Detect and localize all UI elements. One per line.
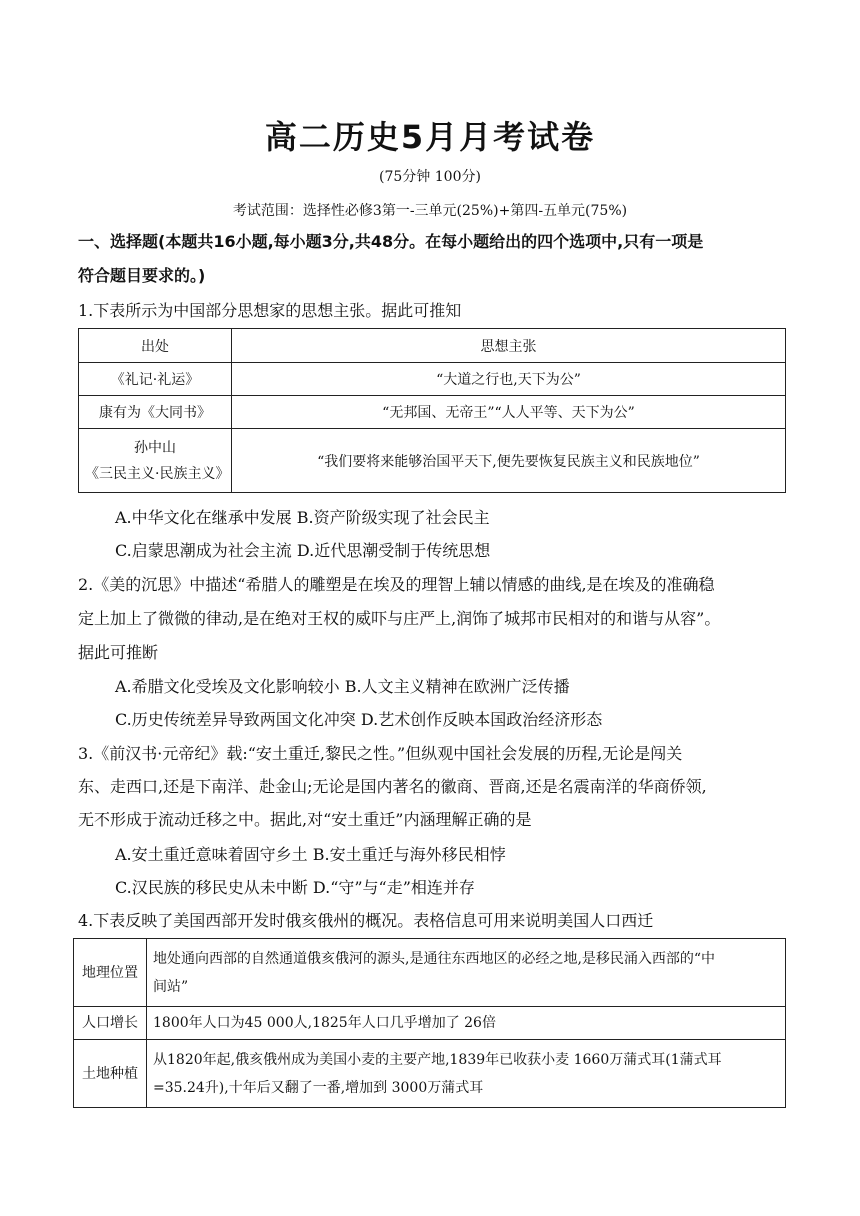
source-cell: 康有为《大同书》 <box>79 396 232 429</box>
source-line: 《三民主义·民族主义》 <box>85 465 230 482</box>
idea-cell: “无邦国、无帝王”“人人平等、天下为公” <box>232 396 786 429</box>
idea-cell: “大道之行也,天下为公” <box>232 363 786 396</box>
section-heading-line2: 符合题目要求的。) <box>78 266 206 285</box>
q1-stem: 1.下表所示为中国部分思想家的思想主张。据此可推知 <box>78 301 462 320</box>
q3-stem-line: 3.《前汉书·元帝纪》载:“安土重迁,黎民之性。”但纵观中国社会发展的历程,无论是闯关 <box>78 744 683 763</box>
table-row <box>79 429 786 493</box>
q1-table <box>78 328 786 493</box>
page-title: 高二历史5月月考试卷 <box>264 118 596 156</box>
time-score: (75分钟 100分) <box>379 169 481 185</box>
q1-option-line: C.启蒙思潮成为社会主流 D.近代思潮受制于传统思想 <box>115 541 491 560</box>
content-line: 间站” <box>153 978 189 995</box>
table-header-row <box>79 329 786 363</box>
table-row <box>74 939 786 1007</box>
idea-cell: “我们要将来能够治国平天下,便先要恢复民族主义和民族地位” <box>232 429 786 493</box>
exam-scope: 考试范围：选择性必修3第一-三单元(25%)+第四-五单元(75%) <box>232 203 628 219</box>
q4-table <box>73 938 786 1108</box>
row-head-cell: 人口增长 <box>74 1007 147 1040</box>
q2-stem-line: 2.《美的沉思》中描述“希腊人的雕塑是在埃及的理智上辅以情感的曲线,是在埃及的准确稳 <box>78 575 715 594</box>
q4-stem: 4.下表反映了美国西部开发时俄亥俄州的概况。表格信息可用来说明美国人口西迁 <box>78 911 654 930</box>
table-row <box>74 1007 786 1040</box>
row-content-cell <box>147 1040 786 1108</box>
row-head-cell: 地理位置 <box>74 939 147 1007</box>
content-line: 从1820年起,俄亥俄州成为美国小麦的主要产地,1839年已收获小麦 1660万蒲式耳(1蒲式耳 <box>153 1051 722 1068</box>
row-content-cell: 1800年人口为45 000人,1825年人口几乎增加了 26倍 <box>147 1007 786 1040</box>
row-content-cell <box>147 939 786 1007</box>
source-line: 孙中山 <box>134 439 176 456</box>
q3-option-line: A.安土重迁意味着固守乡土 B.安土重迁与海外移民相悖 <box>115 845 506 864</box>
row-head-cell: 土地种植 <box>74 1040 147 1108</box>
q3-option-line: C.汉民族的移民史从未中断 D.“守”与“走”相连并存 <box>115 878 475 897</box>
q2-option-line: C.历史传统差异导致两国文化冲突 D.艺术创作反映本国政治经济形态 <box>115 710 603 729</box>
q3-stem-line: 无不形成于流动迁移之中。据此,对“安土重迁”内涵理解正确的是 <box>78 810 532 829</box>
q1-option-line: A.中华文化在继承中发展 B.资产阶级实现了社会民主 <box>115 508 490 527</box>
table-row <box>79 396 786 429</box>
content-line: 地处通向西部的自然通道俄亥俄河的源头,是通往东西地区的必经之地,是移民涌入西部的“中 <box>153 950 716 967</box>
table-row <box>74 1040 786 1108</box>
source-cell <box>79 429 232 493</box>
header-cell: 思想主张 <box>232 329 786 363</box>
q2-option-line: A.希腊文化受埃及文化影响较小 B.人文主义精神在欧洲广泛传播 <box>115 677 570 696</box>
source-cell: 《礼记·礼运》 <box>79 363 232 396</box>
content-line: =35.24升),十年后又翻了一番,增加到 3000万蒲式耳 <box>153 1079 484 1096</box>
q3-stem-line: 东、走西口,还是下南洋、赴金山;无论是国内著名的徽商、晋商,还是名震南洋的华商侨领, <box>78 777 707 796</box>
table-row <box>79 363 786 396</box>
q2-stem-line: 定上加上了微微的律动,是在绝对王权的威吓与庄严上,润饰了城邦市民相对的和谐与从容”。 <box>78 609 721 628</box>
q2-stem-line: 据此可推断 <box>78 643 159 662</box>
header-cell: 出处 <box>79 329 232 363</box>
section-heading-line1: 一、选择题(本题共16小题,每小题3分,共48分。在每小题给出的四个选项中,只有一项是 <box>78 232 704 251</box>
